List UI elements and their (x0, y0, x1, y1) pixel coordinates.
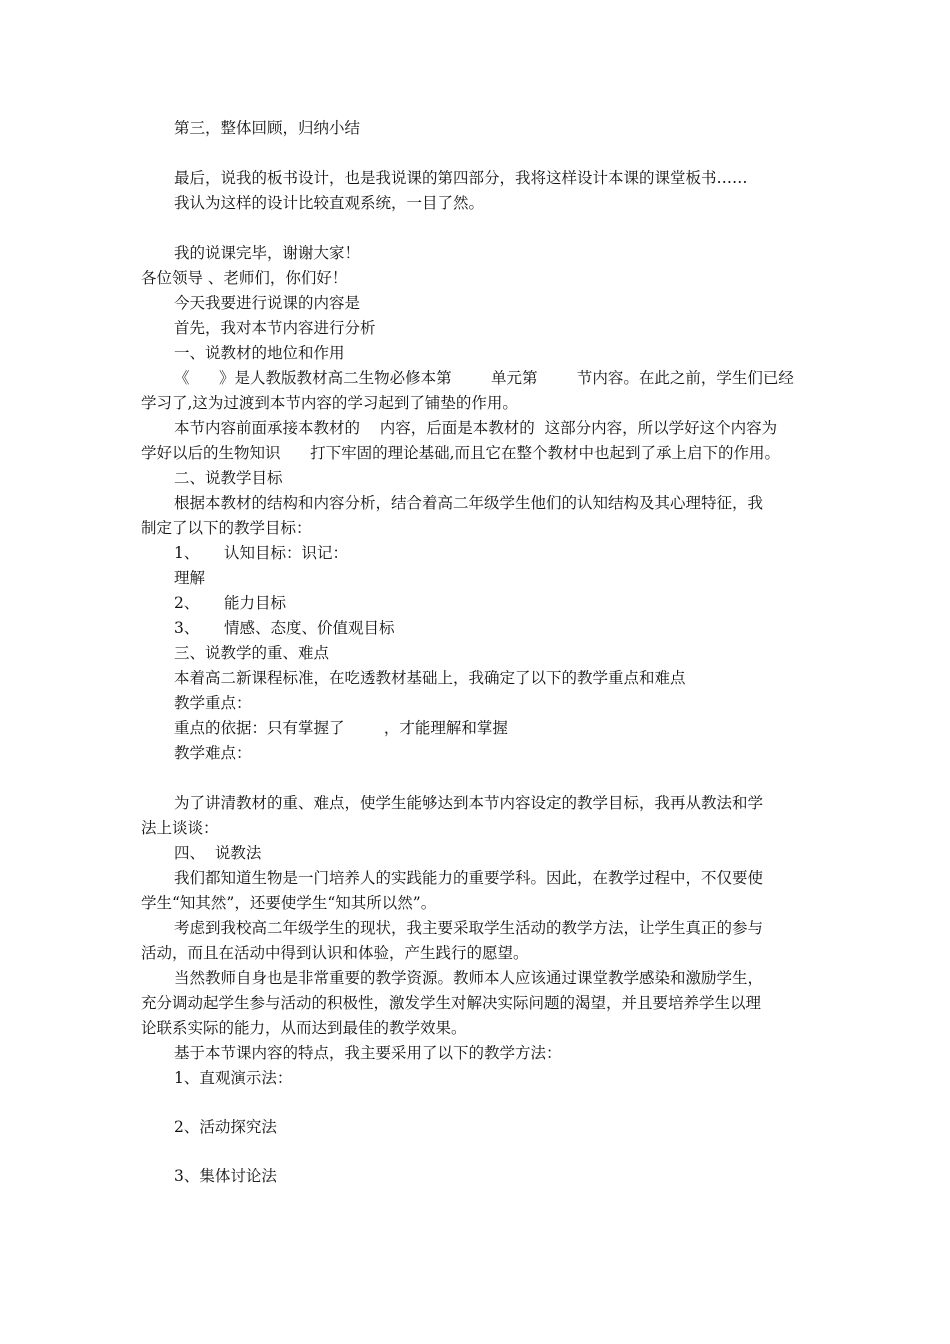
section-heading: 二、说教学目标 (174, 469, 283, 487)
text-line: 《 》是人教版教材高二生物必修本第 单元第 节内容。在此之前，学生们已经 (174, 369, 794, 387)
text-line: 各位领导 、老师们，你们好！ (141, 269, 348, 287)
list-item: 3、 情感、态度、价值观目标 (174, 619, 395, 637)
list-item: 2、活动探究法 (174, 1118, 277, 1136)
text-line: 重点的依据：只有掌握了 ，才能理解和掌握 (174, 719, 508, 737)
text-line: 本着高二新课程标准，在吃透教材基础上，我确定了以下的教学重点和难点 (174, 669, 686, 687)
list-item: 1、 认知目标：识记： (174, 544, 348, 562)
text-line: 基于本节课内容的特点，我主要采用了以下的教学方法： (174, 1044, 562, 1062)
section-heading: 一、说教材的地位和作用 (174, 344, 345, 362)
text-line: 第三，整体回顾，归纳小结 (174, 119, 361, 137)
text-line: 学习了,这为过渡到本节内容的学习起到了铺垫的作用。 (141, 394, 518, 412)
list-item: 2、 能力目标 (174, 594, 286, 612)
text-line: 我的说课完毕，谢谢大家！ (174, 244, 361, 262)
text-line: 考虑到我校高二年级学生的现状，我主要采取学生活动的教学方法，让学生真正的参与 (174, 919, 764, 937)
text-line: 教学难点： (174, 744, 252, 762)
text-line: 今天我要进行说课的内容是 (174, 294, 361, 312)
text-line: 为了讲清教材的重、难点，使学生能够达到本节内容设定的教学目标，我再从教法和学 (174, 794, 764, 812)
text-line: 最后，说我的板书设计，也是我说课的第四部分，我将这样设计本课的课堂板书…… (174, 169, 748, 187)
text-line: 活动，而且在活动中得到认识和体验，产生践行的愿望。 (141, 944, 529, 962)
text-line: 学好以后的生物知识 打下牢固的理论基础,而且它在整个教材中也起到了承上启下的作用。 (141, 444, 780, 462)
text-line: 本节内容前面承接本教材的 内容，后面是本教材的 这部分内容，所以学好这个内容为 (174, 419, 778, 437)
list-item: 3、集体讨论法 (174, 1167, 277, 1185)
text-line: 法上谈谈： (141, 819, 219, 837)
text-line: 理解 (174, 569, 206, 587)
text-line: 我认为这样的设计比较直观系统，一目了然。 (174, 194, 485, 212)
text-line: 根据本教材的结构和内容分析，结合着高二年级学生他们的认知结构及其心理特征，我 (174, 494, 764, 512)
section-heading: 四、 说教法 (174, 844, 262, 862)
text-line: 教学重点： (174, 694, 252, 712)
text-line: 当然教师自身也是非常重要的教学资源。教师本人应该通过课堂教学感染和激励学生， (174, 969, 764, 987)
section-heading: 三、说教学的重、难点 (174, 644, 330, 662)
text-line: 首先，我对本节内容进行分析 (174, 319, 376, 337)
text-line: 充分调动起学生参与活动的积极性，激发学生对解决实际问题的渴望，并且要培养学生以理 (141, 994, 762, 1012)
list-item: 1、直观演示法： (174, 1069, 293, 1087)
text-line: 论联系实际的能力，从而达到最佳的教学效果。 (141, 1019, 467, 1037)
text-line: 制定了以下的教学目标： (141, 519, 312, 537)
text-line: 学生“知其然”，还要使学生“知其所以然”。 (141, 894, 437, 912)
text-line: 我们都知道生物是一门培养人的实践能力的重要学科。因此，在教学过程中，不仅要使 (174, 869, 764, 887)
